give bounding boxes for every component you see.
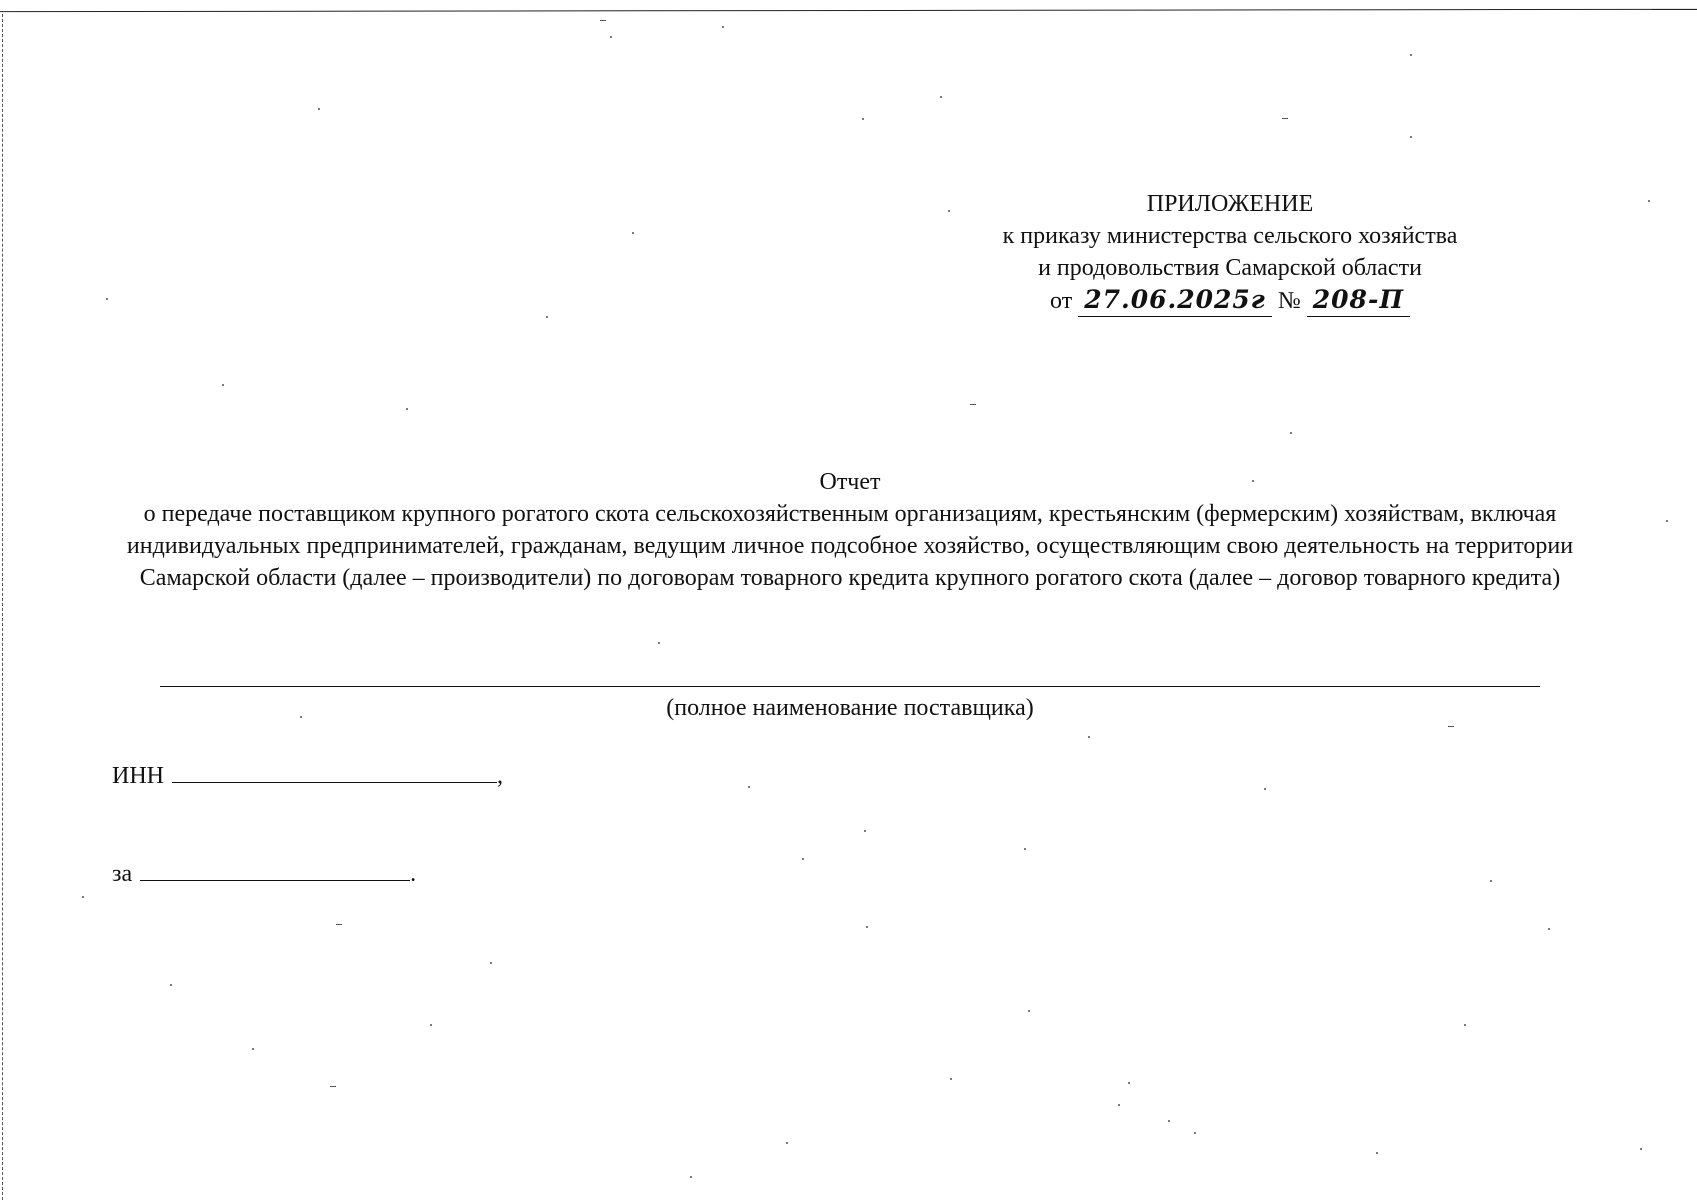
inn-field[interactable] bbox=[172, 758, 497, 783]
scan-speck bbox=[970, 404, 976, 405]
scan-speck bbox=[1290, 432, 1292, 434]
scan-speck bbox=[1194, 1132, 1196, 1134]
scan-speck bbox=[1376, 1152, 1378, 1154]
scan-speck bbox=[1648, 200, 1650, 202]
scan-speck bbox=[802, 858, 804, 860]
scan-speck bbox=[862, 118, 864, 120]
handwritten-number: 208-П bbox=[1307, 284, 1410, 317]
appendix-order-line: к приказу министерства сельского хозяйства bbox=[1002, 223, 1458, 249]
appendix-ministry-line: и продовольствия Самарской области bbox=[1038, 255, 1422, 281]
inn-row bbox=[112, 758, 503, 792]
period-row bbox=[112, 856, 416, 890]
handwritten-date: 27.06.2025г bbox=[1078, 284, 1272, 317]
scan-speck bbox=[1464, 1024, 1466, 1026]
scan-speck bbox=[864, 830, 866, 832]
scan-speck bbox=[546, 316, 548, 318]
scan-speck bbox=[1128, 1082, 1130, 1084]
inn-label: ИНН bbox=[112, 763, 164, 789]
scan-speck bbox=[1410, 136, 1412, 138]
period-field[interactable] bbox=[140, 856, 410, 881]
supplier-name-field[interactable] bbox=[160, 686, 1540, 687]
scan-speck bbox=[406, 408, 408, 410]
scan-speck bbox=[748, 786, 750, 788]
scan-top-edge bbox=[0, 9, 1697, 12]
report-title: Отчет bbox=[819, 469, 881, 495]
scan-speck bbox=[1448, 726, 1454, 727]
scan-speck bbox=[1264, 788, 1266, 790]
scan-speck bbox=[1028, 1010, 1030, 1012]
number-sign: № bbox=[1277, 288, 1301, 314]
appendix-date-number-line bbox=[900, 284, 1560, 317]
scan-speck bbox=[658, 642, 660, 644]
scan-speck bbox=[940, 96, 942, 98]
scan-speck bbox=[786, 1142, 788, 1144]
scan-speck bbox=[866, 926, 868, 928]
scan-speck bbox=[1666, 520, 1668, 522]
appendix-heading: ПРИЛОЖЕНИЕ bbox=[1146, 191, 1314, 217]
scan-speck bbox=[690, 1176, 692, 1178]
scan-speck bbox=[330, 1086, 336, 1087]
scan-speck bbox=[170, 984, 172, 986]
scan-speck bbox=[82, 896, 84, 898]
scan-speck bbox=[252, 1048, 254, 1050]
scan-speck bbox=[1088, 736, 1090, 738]
scan-speck bbox=[1118, 1104, 1120, 1106]
scan-speck bbox=[1548, 928, 1550, 930]
scan-speck bbox=[950, 1078, 952, 1080]
scan-speck bbox=[318, 108, 320, 110]
scan-speck bbox=[1168, 1120, 1170, 1122]
scan-speck bbox=[1490, 880, 1492, 882]
scan-speck bbox=[610, 36, 612, 38]
period-label: за bbox=[112, 861, 133, 887]
scan-left-edge bbox=[2, 14, 3, 1200]
scan-speck bbox=[430, 1024, 432, 1026]
scan-speck bbox=[600, 20, 606, 21]
appendix-header bbox=[900, 188, 1560, 317]
supplier-name-caption: (полное наименование поставщика) bbox=[666, 695, 1034, 721]
scan-speck bbox=[1640, 1148, 1642, 1150]
scan-speck bbox=[1024, 848, 1026, 850]
period-suffix: . bbox=[410, 861, 417, 887]
scan-speck bbox=[490, 962, 492, 964]
scan-speck bbox=[336, 924, 342, 925]
scan-speck bbox=[106, 298, 108, 300]
scan-speck bbox=[222, 384, 224, 386]
date-prefix: от bbox=[1050, 288, 1073, 314]
scan-speck bbox=[1410, 54, 1412, 56]
scan-speck bbox=[1282, 118, 1288, 119]
scan-speck bbox=[722, 26, 724, 28]
report-description: о передаче поставщиком крупного рогатого скота сельскохозяйственным организациям, крестьянским (фермерским) хозяйствам, включая индивидуальных предпринимателей, гражданам, ведущим личное подсобное хозяйство, осуществляющим свою деятельность на территории Самарской области (далее – производители) по договорам товарного кредита крупного рогатого скота (далее – договор товарного кредита) bbox=[126, 501, 1574, 591]
scan-speck bbox=[632, 232, 634, 234]
inn-suffix: , bbox=[497, 763, 503, 789]
